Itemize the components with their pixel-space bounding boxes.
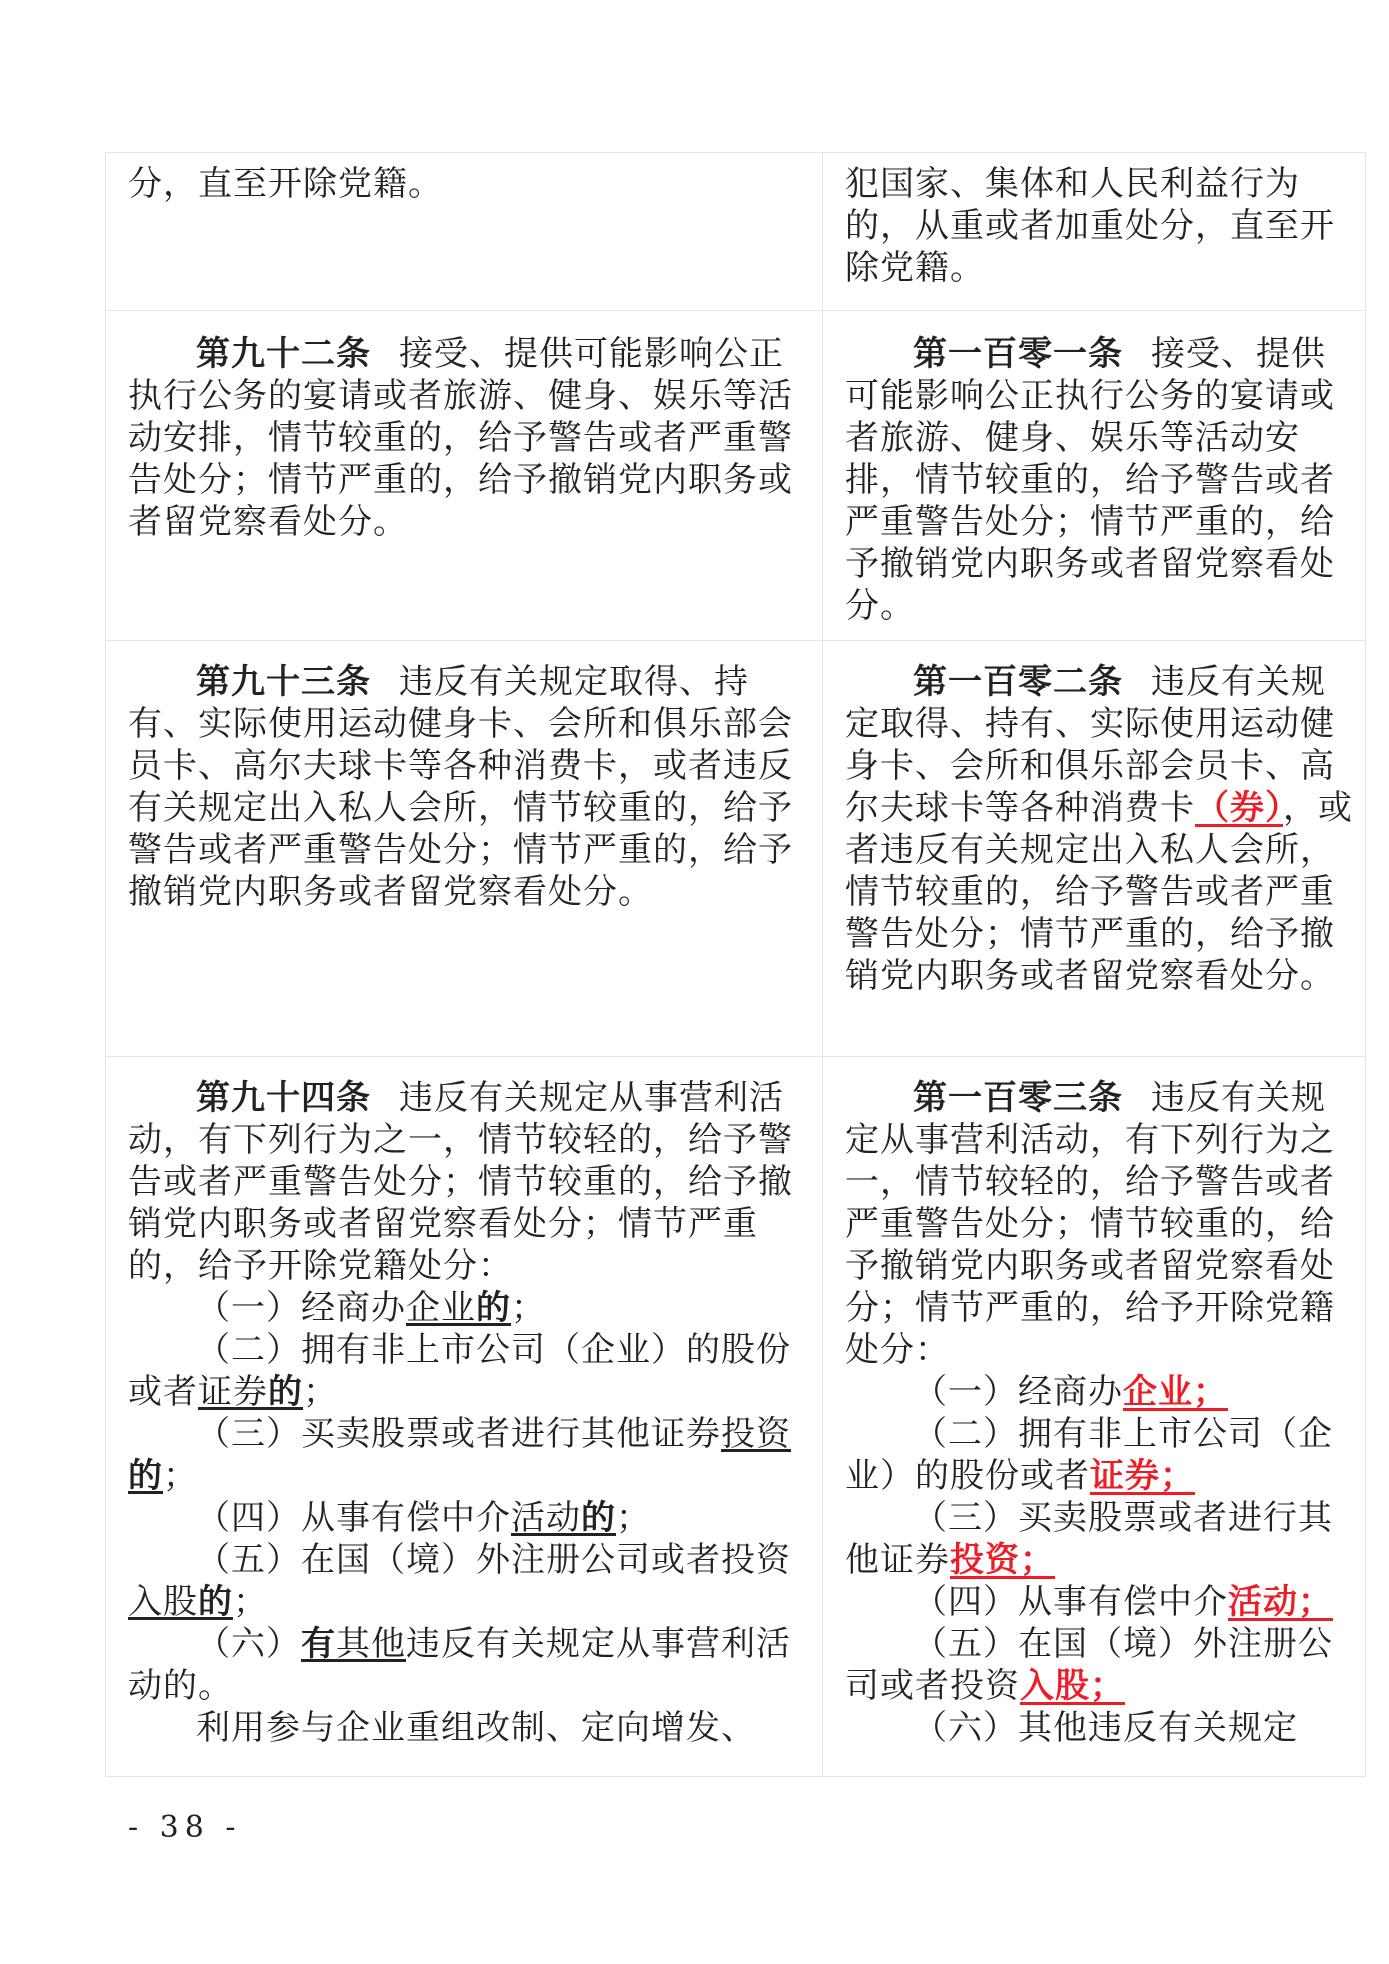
added-text: 入股； — [1020, 1666, 1125, 1706]
bold-underlined-text: 的 — [268, 1372, 303, 1412]
article-body: 违反有关规定取得、持有、实际使用运动健身卡、会所和俱乐部会员卡、高尔夫球卡等各种消费卡，或者违反有关规定出入私人会所，情节较重的，给予警告或者严重警告处分；情节严重的，给予撤销党内职务或者留党察看处分。 — [128, 662, 793, 912]
list-item: （五）在国（境）外注册公司或者投资入股； — [845, 1624, 1333, 1706]
article-number: 第九十二条 — [196, 334, 371, 374]
bold-underlined-text: 的 — [581, 1498, 616, 1538]
added-text: 活动； — [1228, 1582, 1333, 1622]
article-number: 第九十四条 — [196, 1078, 371, 1118]
right-cell — [823, 311, 1366, 641]
page-number: - 38 - — [128, 1810, 242, 1845]
list-item: （四）从事有偿中介活动的； — [196, 1498, 651, 1538]
bold-underlined-text: 的 — [476, 1288, 511, 1328]
table-row — [106, 641, 1366, 1057]
underlined-text: 其他 — [336, 1624, 406, 1664]
list-item: （三）买卖股票或者进行其他证券投资； — [845, 1498, 1333, 1580]
table-row — [106, 153, 1366, 311]
list-item: （二）拥有非上市公司（企业）的股份或者证券的； — [128, 1330, 791, 1412]
article-paragraph — [128, 333, 808, 543]
list-item: （三）买卖股票或者进行其他证券投资的； — [128, 1414, 791, 1496]
article-number: 第一百零二条 — [913, 662, 1123, 702]
left-cell — [106, 641, 823, 1057]
paragraph: 利用参与企业重组改制、定向增发、 — [196, 1708, 756, 1748]
bold-underlined-text: 有 — [301, 1624, 336, 1664]
list-item: （六）有其他违反有关规定从事营利活动的。 — [128, 1624, 791, 1706]
list-item: （二）拥有非上市公司（企业）的股份或者证券； — [845, 1414, 1333, 1496]
comparison-table-container — [105, 152, 1353, 1777]
paragraph: 犯国家、集体和人民利益行为的，从重或者加重处分，直至开除党籍。 — [845, 164, 1335, 288]
added-text: 企业； — [1123, 1372, 1228, 1412]
article-paragraph — [845, 333, 1353, 627]
article-body: 违反有关规定从事营利活动，有下列行为之一，情节较轻的，给予警告或者严重警告处分；情节较重的，给予撤销党内职务或者留党察看处分；情节严重的，给予开除党籍处分： — [845, 1078, 1335, 1370]
list-item: （五）在国（境）外注册公司或者投资入股的； — [128, 1540, 791, 1622]
underlined-text: 企业 — [406, 1288, 476, 1328]
table-row — [106, 1057, 1366, 1777]
table-row — [106, 311, 1366, 641]
article-body: 违反有关规定取得、持有、实际使用运动健身卡、会所和俱乐部会员卡、高尔夫球卡等各种消费卡 — [845, 662, 1335, 828]
left-cell — [106, 153, 823, 311]
bold-underlined-text: 的 — [198, 1582, 233, 1622]
left-cell — [106, 1057, 823, 1777]
right-cell — [823, 153, 1366, 311]
article-number: 第一百零一条 — [913, 334, 1123, 374]
list-item: （一）经商办企业； — [913, 1372, 1228, 1412]
article-paragraph — [845, 661, 1353, 997]
article-body: ，或者违反有关规定出入私人会所，情节较重的，给予警告或者严重警告处分；情节严重的，给予撤销党内职务或者留党察看处分。 — [845, 788, 1353, 996]
underlined-text: 证券 — [198, 1372, 268, 1412]
list-item: （一）经商办企业的； — [196, 1288, 546, 1328]
right-cell — [823, 1057, 1366, 1777]
underlined-text: 入股 — [128, 1582, 198, 1622]
paragraph: 分，直至开除党籍。 — [128, 164, 443, 204]
article-paragraph — [845, 1077, 1353, 1371]
added-text: 证券； — [1090, 1456, 1195, 1496]
underlined-text: 活动 — [511, 1498, 581, 1538]
article-body: 接受、提供可能影响公正执行公务的宴请或者旅游、健身、娱乐等活动安排，情节较重的，给予警告或者严重警告处分；情节严重的，给予撤销党内职务或者留党察看处分。 — [128, 334, 793, 542]
list-item: （六）其他违反有关规定 — [913, 1708, 1298, 1748]
added-text: 投资； — [950, 1540, 1055, 1580]
article-number: 第一百零三条 — [913, 1078, 1123, 1118]
right-cell — [823, 641, 1366, 1057]
left-cell — [106, 311, 823, 641]
article-paragraph — [128, 661, 808, 913]
comparison-table — [105, 152, 1366, 1777]
added-text: （券） — [1195, 788, 1283, 828]
article-paragraph — [128, 1077, 808, 1287]
list-item: （四）从事有偿中介活动； — [913, 1582, 1333, 1622]
underlined-text: 投资 — [721, 1414, 791, 1454]
bold-underlined-text: 的 — [128, 1456, 163, 1496]
article-body: 违反有关规定从事营利活动，有下列行为之一，情节较轻的，给予警告或者严重警告处分；情节较重的，给予撤销党内职务或者留党察看处分；情节严重的，给予开除党籍处分： — [128, 1078, 793, 1286]
article-body: 接受、提供可能影响公正执行公务的宴请或者旅游、健身、娱乐等活动安排，情节较重的，给予警告或者严重警告处分；情节严重的，给予撤销党内职务或者留党察看处分。 — [845, 334, 1335, 626]
article-number: 第九十三条 — [196, 662, 371, 702]
